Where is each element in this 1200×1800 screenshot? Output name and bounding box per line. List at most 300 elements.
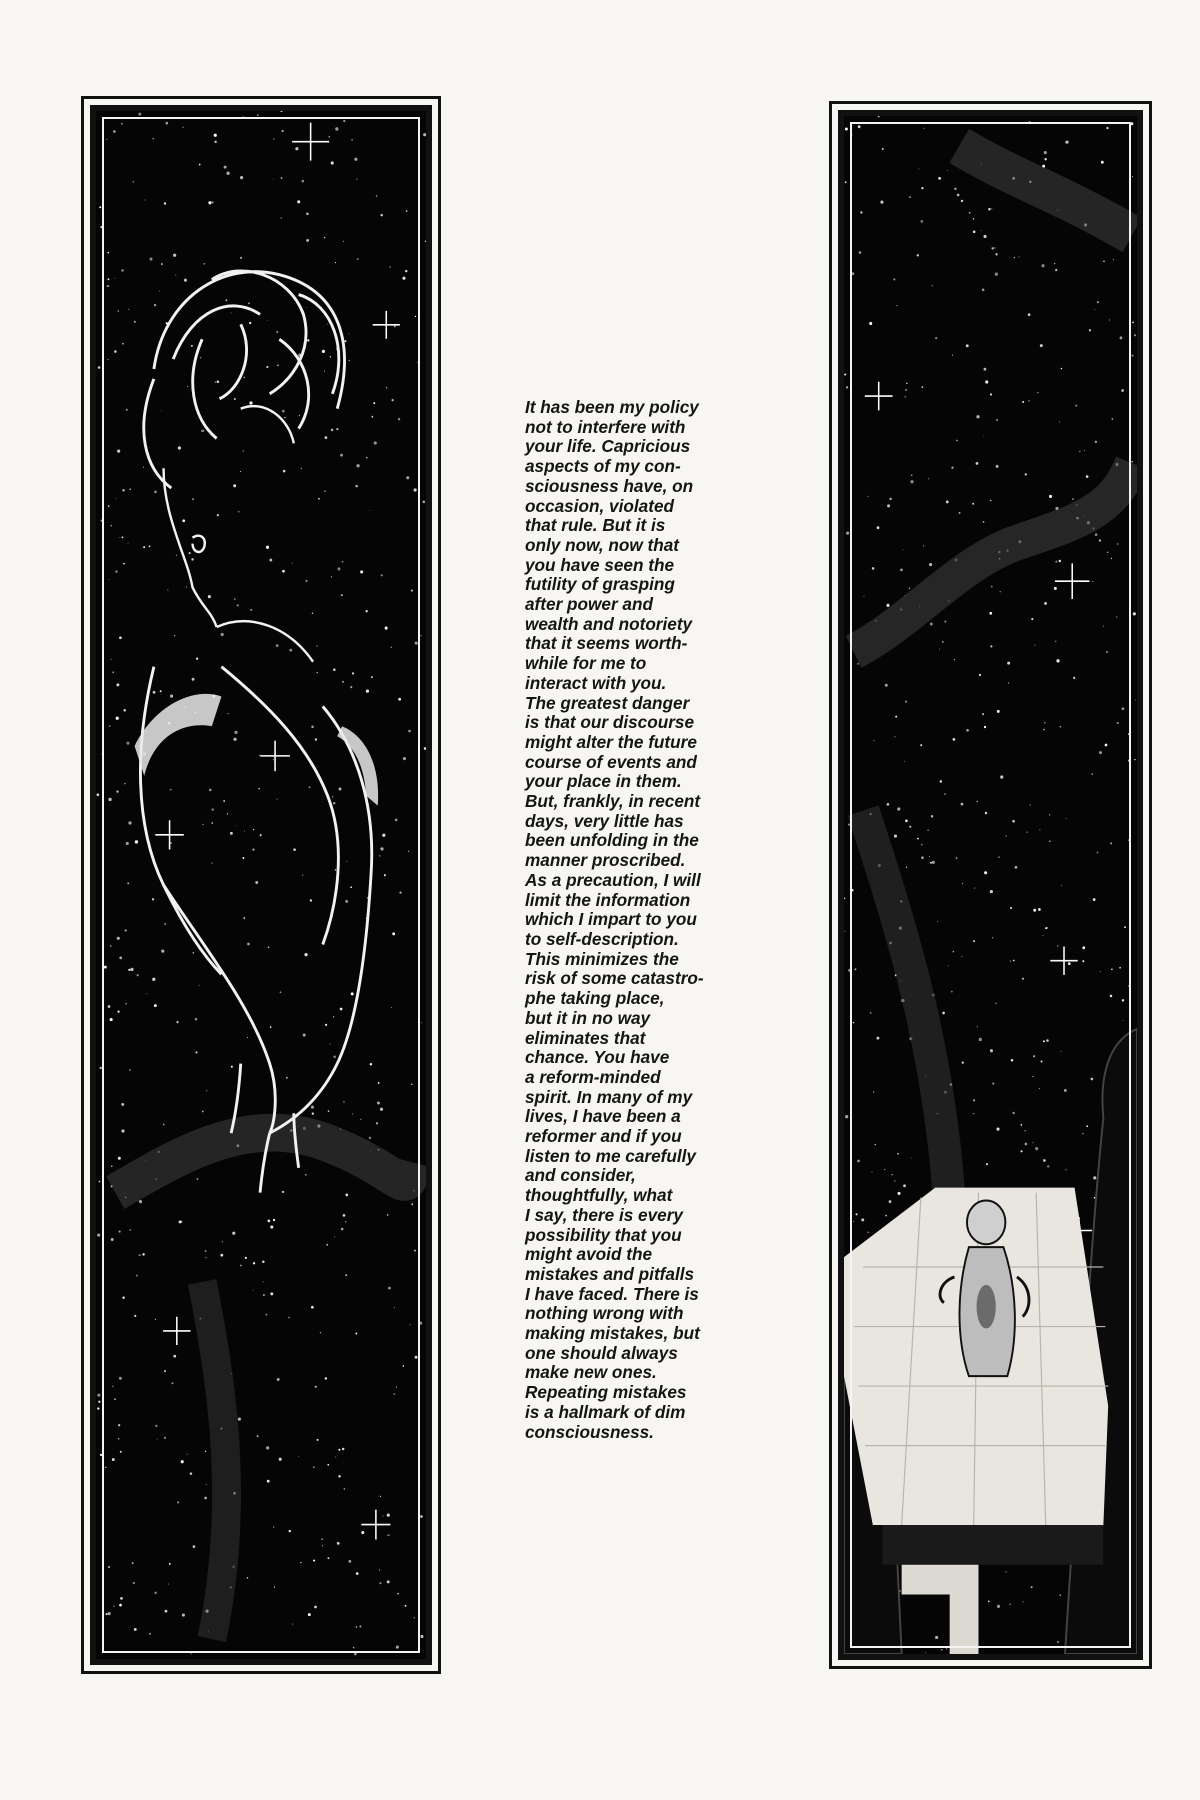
star (379, 1582, 381, 1584)
star (887, 504, 890, 507)
star (233, 738, 236, 741)
star (197, 1178, 199, 1180)
star (956, 440, 958, 442)
star (1039, 829, 1040, 830)
star (316, 672, 318, 674)
star (995, 1003, 997, 1005)
star (392, 399, 394, 401)
star (408, 851, 409, 852)
star (171, 1382, 173, 1384)
star (990, 393, 992, 395)
star (262, 1261, 264, 1264)
star (399, 891, 401, 893)
star (224, 166, 227, 169)
star (240, 471, 241, 472)
narration-line: days, very little has (525, 810, 684, 831)
star (1135, 699, 1136, 700)
star (415, 642, 418, 645)
star (333, 802, 335, 804)
star (921, 220, 924, 223)
star (845, 127, 848, 130)
star (333, 668, 336, 671)
star (105, 1467, 106, 1468)
star (1057, 945, 1058, 946)
star (1097, 301, 1099, 303)
star (108, 278, 110, 280)
narration-line: mistakes and pitfalls (525, 1263, 695, 1284)
star (387, 1580, 390, 1583)
star (928, 478, 929, 479)
star (1132, 355, 1134, 357)
star (333, 1055, 335, 1058)
star (387, 1514, 390, 1517)
star (352, 1113, 353, 1114)
star (986, 1163, 988, 1165)
star (109, 579, 110, 580)
star (1038, 908, 1041, 911)
star (236, 825, 237, 826)
star (343, 120, 345, 122)
star (252, 849, 254, 851)
star (270, 1026, 272, 1028)
star (921, 844, 922, 845)
star (1030, 804, 1031, 805)
star (990, 500, 992, 502)
narration-line: I have faced. There is (525, 1283, 699, 1304)
star (169, 1563, 171, 1565)
star (126, 842, 129, 845)
star (1106, 651, 1108, 653)
star (974, 888, 975, 889)
star (1082, 946, 1085, 949)
star (857, 1160, 860, 1163)
star (951, 467, 953, 469)
star (124, 709, 126, 711)
star (1006, 835, 1007, 836)
star (282, 1191, 284, 1193)
star (969, 212, 971, 214)
star (249, 322, 251, 324)
star (1044, 151, 1047, 154)
star (277, 365, 279, 367)
star (1015, 866, 1018, 869)
star (339, 787, 342, 790)
star (100, 1067, 102, 1070)
star (289, 1530, 291, 1532)
star (860, 211, 862, 213)
star (205, 1250, 207, 1252)
star (937, 921, 938, 922)
star (1082, 960, 1084, 962)
star (1066, 818, 1067, 819)
star (226, 172, 229, 175)
star (1103, 626, 1104, 627)
star (909, 196, 911, 198)
star (337, 567, 340, 570)
star (935, 337, 937, 339)
star (119, 636, 122, 639)
star (263, 1281, 264, 1282)
star (376, 195, 378, 197)
star (414, 1617, 415, 1618)
star (98, 1401, 100, 1403)
star (1024, 1130, 1025, 1132)
sparkle-star (292, 123, 329, 161)
star (315, 738, 317, 740)
star (142, 1253, 144, 1256)
narration-line: been unfolding in the (525, 830, 699, 851)
star (424, 747, 426, 750)
star (408, 730, 410, 733)
star (976, 415, 979, 418)
star (153, 138, 154, 139)
left-panel-cosmic-figure (90, 105, 432, 1665)
star (421, 635, 422, 636)
star (187, 386, 188, 387)
star (266, 1446, 269, 1449)
star (345, 1274, 347, 1276)
star (308, 1613, 311, 1616)
star (940, 780, 942, 782)
star (420, 1635, 423, 1638)
star (196, 657, 198, 659)
star (894, 736, 895, 737)
star (191, 558, 193, 561)
star (274, 1586, 275, 1587)
star (152, 898, 154, 900)
star (211, 822, 212, 824)
star (191, 345, 193, 347)
star (220, 1254, 223, 1257)
star (1012, 1112, 1014, 1114)
star (1117, 722, 1119, 724)
star (354, 1653, 357, 1656)
star (966, 344, 969, 347)
star (134, 321, 136, 323)
star (120, 1597, 123, 1600)
star (983, 235, 986, 238)
star (124, 783, 125, 784)
star (257, 1435, 259, 1437)
star (884, 1169, 885, 1170)
star (1000, 591, 1001, 592)
star (946, 1648, 947, 1649)
star (97, 793, 100, 796)
star (956, 857, 958, 859)
narration-line: nothing wrong with (525, 1303, 684, 1324)
star (1007, 662, 1010, 665)
narration-line: might alter the future (525, 731, 697, 752)
star (1128, 840, 1129, 841)
star (170, 695, 173, 698)
star (996, 465, 999, 468)
star (112, 1458, 115, 1461)
star (217, 380, 220, 383)
star (410, 1324, 411, 1325)
star (146, 993, 147, 994)
star (357, 258, 359, 260)
star (116, 790, 118, 792)
star (1122, 1020, 1123, 1021)
star (267, 1480, 270, 1483)
star (322, 350, 325, 353)
star (234, 598, 236, 600)
star (243, 917, 245, 919)
star (910, 480, 913, 483)
star (307, 339, 309, 341)
star (346, 861, 347, 862)
star (333, 1016, 334, 1017)
star (895, 716, 897, 718)
star (366, 457, 368, 459)
star (977, 801, 978, 802)
star (112, 1386, 113, 1387)
star (391, 1007, 392, 1008)
star (192, 678, 195, 681)
star (878, 116, 880, 117)
star (1061, 885, 1062, 886)
star (299, 415, 300, 416)
narration-line: This minimizes the (525, 948, 679, 969)
star (125, 1003, 126, 1004)
star (337, 1542, 340, 1545)
star (1128, 985, 1130, 987)
star (1044, 158, 1046, 160)
star (327, 324, 328, 325)
star (206, 1484, 207, 1485)
star (988, 208, 991, 211)
star (1010, 907, 1012, 910)
star (880, 200, 883, 203)
star (845, 931, 846, 932)
star (211, 863, 212, 864)
star (1134, 334, 1136, 336)
star (1065, 1169, 1066, 1170)
star (423, 501, 426, 504)
star (415, 1356, 418, 1359)
star (118, 1424, 120, 1426)
star (119, 1377, 122, 1380)
star (209, 789, 212, 792)
star (1005, 1571, 1006, 1572)
star (121, 123, 123, 125)
star (119, 957, 122, 960)
star (1033, 1055, 1035, 1057)
star (295, 147, 298, 150)
star (305, 1174, 306, 1175)
star (308, 786, 310, 788)
star (273, 759, 274, 760)
star (353, 1647, 354, 1649)
star (1035, 1147, 1038, 1150)
star (253, 1290, 254, 1291)
star (411, 1203, 413, 1205)
star (1031, 618, 1033, 620)
star (944, 620, 946, 622)
star (1047, 1165, 1049, 1167)
narration-line: your place in them. (525, 771, 682, 792)
star (405, 270, 407, 272)
star (845, 1115, 848, 1118)
star (1105, 744, 1108, 747)
star (344, 340, 346, 342)
star (973, 1099, 975, 1101)
star (1055, 561, 1057, 563)
star (129, 1229, 131, 1231)
star (385, 627, 388, 630)
star (335, 869, 336, 871)
star (896, 305, 897, 306)
star (324, 490, 325, 492)
star (273, 1526, 274, 1527)
star (260, 834, 262, 836)
star (415, 316, 416, 317)
star (929, 563, 932, 566)
star (324, 237, 325, 238)
star (208, 595, 211, 598)
narration-line: your life. Capricious (525, 436, 691, 457)
star (243, 450, 244, 451)
star (136, 1275, 138, 1277)
star (182, 1613, 185, 1616)
star (325, 1377, 327, 1379)
star (371, 676, 373, 678)
sparkle-star (1055, 563, 1089, 599)
star (919, 168, 920, 169)
star (859, 251, 862, 254)
star (178, 446, 181, 449)
star (406, 476, 409, 479)
star (376, 1122, 378, 1124)
star (121, 1129, 124, 1132)
star-field (97, 111, 426, 1655)
star (202, 824, 203, 825)
star (900, 568, 903, 571)
star (921, 856, 923, 859)
star (1099, 751, 1102, 754)
narration-line: aspects of my con- (525, 456, 681, 477)
star (283, 1652, 284, 1653)
star (240, 1265, 242, 1267)
star (1092, 581, 1093, 582)
star (872, 567, 874, 570)
star (925, 1652, 926, 1653)
star (244, 377, 245, 378)
star (121, 1103, 124, 1106)
star (411, 1084, 412, 1085)
star (334, 1236, 335, 1237)
star (111, 1238, 114, 1241)
star (284, 417, 285, 418)
star (359, 1625, 361, 1627)
star (161, 410, 162, 411)
star (990, 890, 993, 893)
star (892, 1174, 893, 1175)
star (108, 505, 110, 507)
star (1079, 451, 1080, 452)
star (100, 1454, 102, 1456)
star (196, 1051, 198, 1053)
star (979, 674, 981, 676)
star (997, 710, 1000, 713)
milky-way-band-lower (863, 811, 949, 1208)
milky-way-band-middle (854, 463, 1133, 652)
star (873, 740, 874, 741)
star (176, 555, 177, 556)
star (257, 114, 259, 116)
star (1059, 726, 1061, 728)
star (184, 279, 187, 282)
star (349, 1560, 352, 1563)
star (1014, 257, 1015, 258)
star (380, 214, 382, 217)
star (119, 537, 120, 538)
star (951, 991, 953, 993)
star (917, 838, 919, 840)
star (996, 1128, 999, 1131)
star (99, 1181, 101, 1183)
star (973, 218, 974, 220)
star (1103, 261, 1105, 263)
star (962, 1062, 964, 1064)
star (1046, 1039, 1048, 1042)
star (276, 644, 279, 647)
star (283, 470, 286, 473)
star (233, 484, 236, 487)
star (206, 1090, 207, 1091)
star (932, 861, 935, 864)
star (1093, 1176, 1096, 1179)
star (122, 343, 124, 345)
star (204, 1497, 207, 1500)
narration-line: But, frankly, in recent (525, 791, 701, 812)
star (173, 1355, 176, 1358)
narration-line: one should always (525, 1342, 678, 1363)
star (174, 635, 175, 636)
star (856, 1213, 858, 1215)
star (277, 1378, 280, 1381)
star (238, 511, 239, 512)
star (889, 1200, 892, 1203)
star (106, 139, 107, 140)
star (237, 604, 239, 606)
star (164, 202, 166, 204)
star (1134, 759, 1135, 760)
star (1086, 1125, 1088, 1127)
star (357, 179, 358, 180)
star (166, 122, 169, 125)
narration-line: that it seems worth- (525, 633, 688, 654)
star (223, 800, 225, 802)
star (153, 691, 156, 694)
star (113, 1606, 114, 1607)
star (1128, 733, 1130, 735)
star (302, 874, 303, 875)
star (1072, 498, 1074, 500)
star (396, 1386, 397, 1387)
star (292, 1624, 293, 1625)
star (115, 278, 116, 279)
star (921, 386, 923, 388)
star (182, 127, 183, 128)
star (1101, 161, 1104, 164)
star (247, 1037, 248, 1038)
star (240, 257, 242, 259)
star (885, 684, 888, 687)
star (361, 1531, 364, 1534)
star (293, 848, 296, 851)
star (173, 254, 176, 257)
